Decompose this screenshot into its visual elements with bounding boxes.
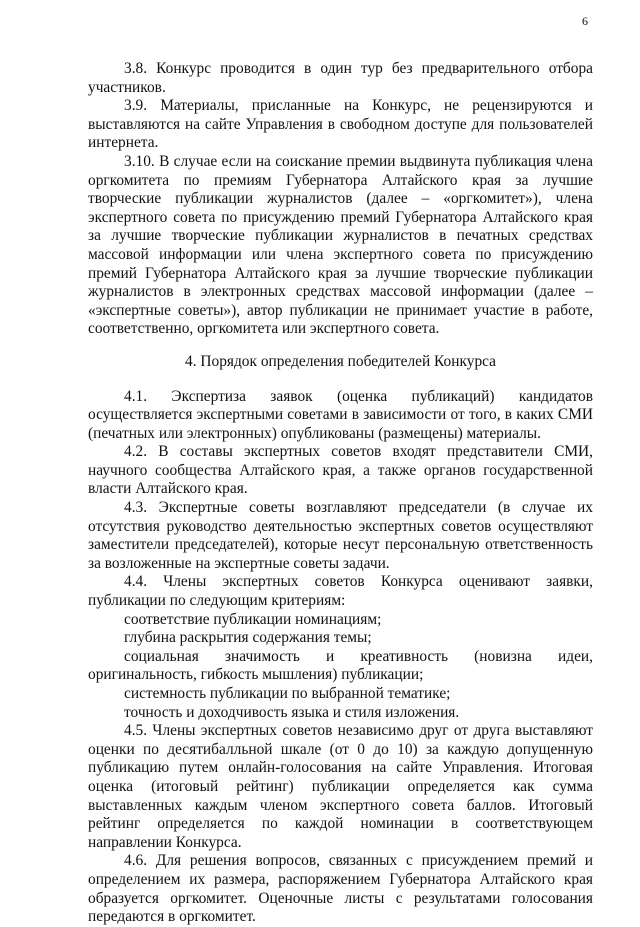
criterion-item: глубина раскрытия содержания темы;: [124, 629, 372, 647]
paragraph-4-3: 4.3. Экспертные советы возглавляют председатели (в случае их отсутствия руководство деятельностью экспертных советов осуществляют заместители председателей), которые несут персональную ответственность за возложенные на экспертные советы задачи.: [88, 499, 593, 572]
criterion-item: системность публикации по выбранной тематике;: [124, 685, 451, 702]
paragraph-3-10: 3.10. В случае если на соискание премии выдвинута публикация члена оргкомитета по премиям Губернатора Алтайского края за лучшие творческие публикации журналистов (далее – «оргкомитет»), члена экспертного совета по присуждению премий Губернатора Алтайского края за лучшие творческие публикации журналистов в печатных средствах массовой информации или члена экспертного совета по присуждению премий Губернатора Алтайского края за лучшие творческие публикации журналистов в электронных средствах массовой информации (далее – «экспертные советы»), автор публикации не принимает участие в работе, соответственно, оргкомитета или экспертного совета.: [88, 152, 593, 338]
page-number: 6: [582, 14, 588, 28]
paragraph-4-1: 4.1. Экспертиза заявок (оценка публикаций) кандидатов осуществляется экспертными советами в зависимости от того, в каких СМИ (печатных или электронных) опубликованы (размещены) материалы.: [88, 387, 593, 442]
paragraph-4-5: 4.5. Члены экспертных советов независимо друг от друга выставляют оценки по десятибалльной шкале (от 0 до 10) за каждую допущенную публикацию путем онлайн-голосования на сайте Управления. Итоговая оценка (итоговый рейтинг) публикации определяется как сумма выставленных каждым членом экспертного совета баллов. Итоговый рейтинг определяется по каждой номинации в соответствующем направлении Конкурса.: [88, 722, 593, 851]
paragraph-3-8: 3.8. Конкурс проводится в один тур без предварительного отбора участников.: [88, 60, 593, 96]
criterion-item: социальная значимость и креативность (новизна идеи, оригинальность, гибкость мышления) публикации;: [88, 647, 593, 684]
section-heading: 4. Порядок определения победителей Конкурса: [185, 352, 496, 370]
paragraph-4-4: 4.4. Члены экспертных советов Конкурса оценивают заявки, публикации по следующим критериям:: [88, 573, 593, 610]
document-body: [88, 60, 593, 927]
criterion-item: соответствие публикации номинациям;: [124, 610, 382, 628]
paragraph-4-2: 4.2. В составы экспертных советов входят представители СМИ, научного сообщества Алтайского края, а также органов государственной власти Алтайского края.: [88, 443, 593, 498]
criterion-item: точность и доходчивость языка и стиля изложения.: [124, 703, 460, 721]
paragraph-3-9: 3.9. Материалы, присланные на Конкурс, не рецензируются и выставляются на сайте Управления в свободном доступе для пользователей интернета.: [88, 97, 593, 152]
paragraph-4-6: 4.6. Для решения вопросов, связанных с присуждением премий и определением их размера, распоряжением Губернатора Алтайского края образуется оргкомитет. Оценочные листы с результатами голосования передаются в оргкомитет.: [88, 852, 593, 926]
